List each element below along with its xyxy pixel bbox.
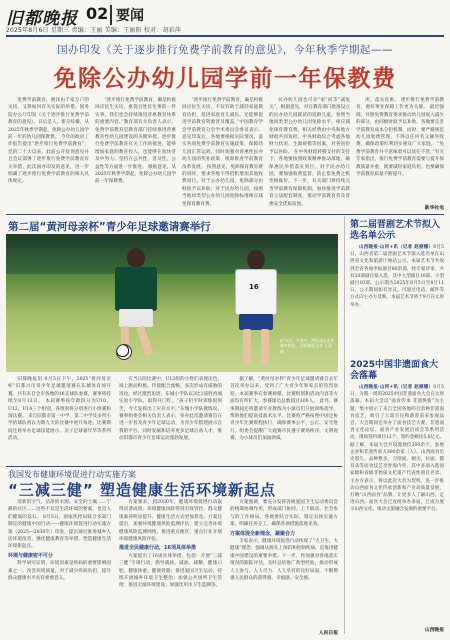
bottom-text-2b: 方案提出了16项具体举措，包括：开展“三减三健”专项行动，倡导减盐、减油、减糖，健康口腔、健康体重、健康骨骼；推进爱国卫生运动，持续开展城乡环境卫生整治；加强公共场所卫生管理；推进无烟环境建设；加强饮用水卫生监测等。 [119, 553, 222, 589]
lead-kicker: 国办印发《关于逐步推行免费学前教育的意见》，今年秋季学期起—— [57, 44, 393, 56]
soccer-column-2 [119, 376, 222, 464]
soccer-column-1 [8, 376, 111, 464]
sidebar-text-2: 8月5日，为期一周的2025中国非遗面食大会在太原落幕。本届大会以“面食传承 非遗焕新”为主题，集中展示了来自全国各地的百余种非遗面食技艺，吸引了大量市民和游客前来参观品尝。大会期间还举办了面食技艺大赛、非遗面食文化论坛、面食产业发展洽谈会等系列活动，现场签约项目12个，签约金额达5.6亿元。 据了解，本届大会共设置展位200余个，参展企业和非遗传承人300余家（人）。山西面食历史悠久、品种繁多，刀削面、剔尖、拉面、猫耳朵等面食技艺享誉海内外，其中多项入选国家级和省级非物质文化遗产代表性项目名录。主办方表示，将以此次大会为契机，进一步推动山西面食文化传承创新和产业高质量发展，打响“山西面食”品牌，让更多人了解山西、走进山西。面食大会已连续举办多届，已成为展示山西文化、推动文旅融合发展的重要平台。 [350, 385, 444, 513]
bottom-subhead-3: 方案体现全新理念，凝聚合力 [230, 530, 296, 537]
lead-text-3: “逐步推行免费学前教育，确是积极回应民生关切，不仅有助于减轻家庭教育负担，促进家庭育儿减负，还能够促进学前教育资源普及覆盖，”中国教育学会学前教育分会学术委员会委员表示。意见印发后，各地要根据实际情况，落实各项免费学前教育实施政策，保障幼儿园正常运转。同时加强对普惠性民办幼儿园的奖补政策，统筹推进学前教育改革发展。 按照意见，免除保育教育费的同时，要求各地不得借机增加其他收费项目。对于公办幼儿园，免除部分由财政予以补助；对于民办幼儿园，按照当地同类型公办幼儿园免除标准相应减免保育教育费。 [182, 98, 263, 207]
sidebar-divider [344, 216, 345, 634]
masthead-rule [6, 35, 444, 37]
sidebar-text-1: 8月5日，山西省第二届晋剧艺术节拟入选名单在山西省文化和旅游厅网站公示。本届艺术节共收到全省各地申报剧目60余部，经专家评审，共有20部剧目拟入选，其中大型剧目10部、小型剧目10部。公示期为2025年8月5日至8月11日，公示期间如有异议，可通过电话、邮件等方式向主办方反映。本届艺术节将于9月在太原举办。 [350, 245, 444, 308]
lead-column-5 [356, 97, 444, 204]
lead-text-5: 所，落实优惠。 逐步推行免费学前教育，惠好事业保障工作更为关键。 最近强调，对照免费教育要求推动幼儿园收入减少的部分，由同级财政予以补助，各地要完善学前教育成本分担机制，同时，要严格规范幼儿园收费管理，不得以任何名义额外收费，确保政策红利切实惠及广大家庭。 “免费学前教育并不意味着可以放任不管，”有关专家指出，推行免费学前教育需要与提升保教质量并重，既要减轻家庭负担，也要确保学前教育质量不断提升。 [356, 98, 444, 178]
masthead [6, 4, 444, 34]
edition-line: 2025年8月6日 星期三 责编：王丽 美编：王丽阳 校对：胡彩萍 [6, 27, 182, 34]
bottom-divider [6, 466, 342, 467]
bottom-subhead-2: 推进全民健康行动，16项具体举措 [119, 545, 196, 552]
lead-column-3 [182, 97, 263, 211]
soccer-headline: 第二届“黄河母亲杯”青少年足球邀请赛举行 [8, 221, 211, 233]
bottom-signature: 人民日报 [318, 630, 338, 636]
page-number: 02 [86, 4, 109, 23]
bottom-text-1: 清新的空气、洁净的水源、安全的土壤……宁静的社区……这些不仅是生活环境的要素，也是人们健康的基石。 8月5日，国家疾控局联合多部门制定的健康中国行动——健康环境促进行动实施方案（2025—2030年）印发，提出通过推进城乡人居环境改善、强化健康教育等举措，塑造健康生活环境新起点。 [8, 500, 111, 550]
player-white: 16 [221, 250, 291, 372]
section-title: 要闻 [110, 5, 144, 25]
soccer-ball [116, 344, 132, 360]
sidebar-story-1 [350, 244, 444, 354]
sidebar-headline-2: 2025中国非遗面食大会落幕 [350, 360, 439, 381]
bottom-kicker: 我国发布健康环境促进行动实施方案 [8, 470, 136, 479]
lead-column-1 [8, 97, 89, 211]
lead-column-4 [269, 97, 350, 211]
soccer-column-3 [230, 376, 338, 464]
soccer-text-3: 据了解，“黄河母亲杯”青少年足球邀请赛自去年首次举办以来，受到了广大青少年和家长的热烈欢迎。本届赛事在参赛规模、比赛组别和活动内容等方面均有所扩大，参赛球员总数超过300人。 此外，赛事期间还将邀请专业教练为小球员们开展训练指导，帮助他们提高技战术水平。比赛将严格按照中国足协青少年比赛规程执行，确保赛事公平、公正、安全进行。组委会提醒广大观赛市民遵守赛场秩序，文明观赛，为小球员们加油助威。 [230, 377, 338, 442]
sidebar-dateline-2: 山西晚报·山河+讯（记者 赵丽娜） [359, 385, 434, 390]
lead-column-2 [95, 97, 176, 211]
lead-text-4: 民办幼儿园也可享“家”同等“减免关”，根据意见，对在教育部门批准设立的民办幼儿园就读的适龄儿童，参照当地同类型公办幼儿园免除水平，相应减免保育教育费。相关经费由中央和地方财政共同负担，中央财政综合考虑各地财力状况、生源规模等因素，对各省份予以补助。 在中央财政转移支付的支持下，各地要按照政策精神推动落地，确保惠民举措落实到位。对于民办幼儿园，要加强收费监管，防止借免费之机变相涨价。下一步，有关部门将持续完善学前教育保障机制，加快推进学前教育立法配套制度，推动学前教育普及普惠安全优质发展。 [269, 98, 350, 207]
bottom-column-1 [8, 499, 111, 636]
bottom-text-2: 方案要求，到2030年，健康环境促进行动取得显著成效，环境健康风险得到有效管控，群众健康素养明显提升，健康生活方式更加普及。方案还提出，加强环境健康风险监测评估，建立完善环境健康风险监测网络，推进重点地区、重点行业开展环境健康风险评估。 [119, 500, 222, 543]
soccer-text-2: 在当日的比赛中，U12组的小将们表现出色，场上跑动积极、传接配合流畅，多次形成有威胁的进攻。经过激烈角逐，东城小学队以3比1战胜西城实验小学队，取得开门红。“孩子们平时训练很刻苦，今天发挥出了应有水平。”东城小学队教练说。赛事组委会相关负责人表示，举办此次邀请赛旨在进一步普及青少年足球运动，为青少年搭建展示自我的平台，同时发掘和培养更多足球后备人才，推动旧都市青少年足球运动蓬勃发展。 [119, 377, 222, 442]
sidebar-dateline-1: 山西晚报·山河+讯（记者 赵丽娜） [359, 245, 434, 250]
bottom-text-3: 方案强调，要充分发挥各级爱国卫生运动委员会的统筹协调作用，形成部门协同、上下联动、社会参与的工作格局。各地要结合实际，制定具体实施方案，明确任务分工，确保各项措施落地见效。 [230, 500, 338, 528]
bottom-column-3 [230, 499, 338, 629]
bottom-text-1b: 科学研究证明，环境因素是疾病的重要影响因素之一。改善环境质量，对于减少疾病负担、提升群众健康水平具有重要意义。 [8, 561, 111, 582]
sidebar-signature: 山西晚报 [424, 627, 444, 633]
sidebar-headline-1: 第二届晋剧艺术节拟入选名单公示 [350, 220, 441, 241]
sidebar-story-2 [350, 384, 444, 626]
bottom-text-3b: 专家表示，健康环境促进行动体现了“大卫生、大健康”理念，强调从源头上预防和控制疾病，是推进健康中国建设的重要举措。下一步，将加强对各地落实情况的跟踪评估，及时总结推广典型经验，推动形成人人参与、人人尽力、人人享有的良好局面，不断增强人民群众的获得感、幸福感、安全感。 [230, 539, 338, 582]
lead-text-2: “逐步推行免费学前教育，确是积极回应民生关切，惠促百姓民生事的一件实事，我们也会持续推进普惠教育体系的重要内容。”教育部有关负责人表示，免费学前教育是教育部门持续推进普惠教育性幼儿园建设的关键举措。逐步推行免费学前教育有关工作的推进，能够增加家庭的教育投入，也能够在加快普及中努力。坚持在公共性、普及性、公益性等方面进一步推进。 根据意见，从2025年秋季学期起，免除公办幼儿园学前一年保教费。 [95, 98, 176, 185]
bottom-headline: “三减三健” 塑造健康生活环境新起点 [8, 481, 276, 499]
story-divider [6, 214, 444, 215]
bottom-column-2 [119, 499, 222, 636]
soccer-text-1: 旧都晚报讯 8月5日下午，2025“黄河母亲杯”旧都兴市青少年足球邀请赛在东城体育场开赛。共有来自全市各地的16支球队参赛，赛事将持续至8月13日。 本届赛事按年龄段分为U10、U12、U14三个组别，各组别将分别进行小组赛和淘汰赛。 来自旧都市第一中学、第二中学及多所小学的球队将在为期九天的比赛中展开角逐。比赛期间还将举办足球技能展示、亲子足球嘉年华等系列活动。 [8, 377, 111, 442]
newspaper-logo: 旧都晚报 [6, 9, 78, 29]
photo-caption: 8月5日，比赛中，两队球员在比赛中拼抢。 旧都晚报记者 王萍 摄 [280, 338, 335, 354]
bottom-subhead-1: 环境与健康密不可分 [8, 552, 54, 559]
lead-text-1: 免费学前教育，惠泽由千家万户的关切。又将如何有关实际的举措。国务院办公厅印发《关于逐步推行免费学前教育的意见》，日后是人，新京综播，从2025年秋季学期起，免除公办幼儿园学前一年的幼儿园保教费。 今年的政府工作报告提出“逐步推行免费学前教育”，党的二十大以来，此前公开征询意见并且会议部署了逐步推行免费学前教育有关举措，此次国办印发的意见，进一步明确了逐步推行免费学前教育的相关具体规定。 [8, 98, 89, 185]
lead-signature: 新华社电 [424, 205, 444, 211]
player-green [101, 248, 171, 372]
lead-headline: 免除公办幼儿园学前一年保教费 [53, 66, 397, 92]
